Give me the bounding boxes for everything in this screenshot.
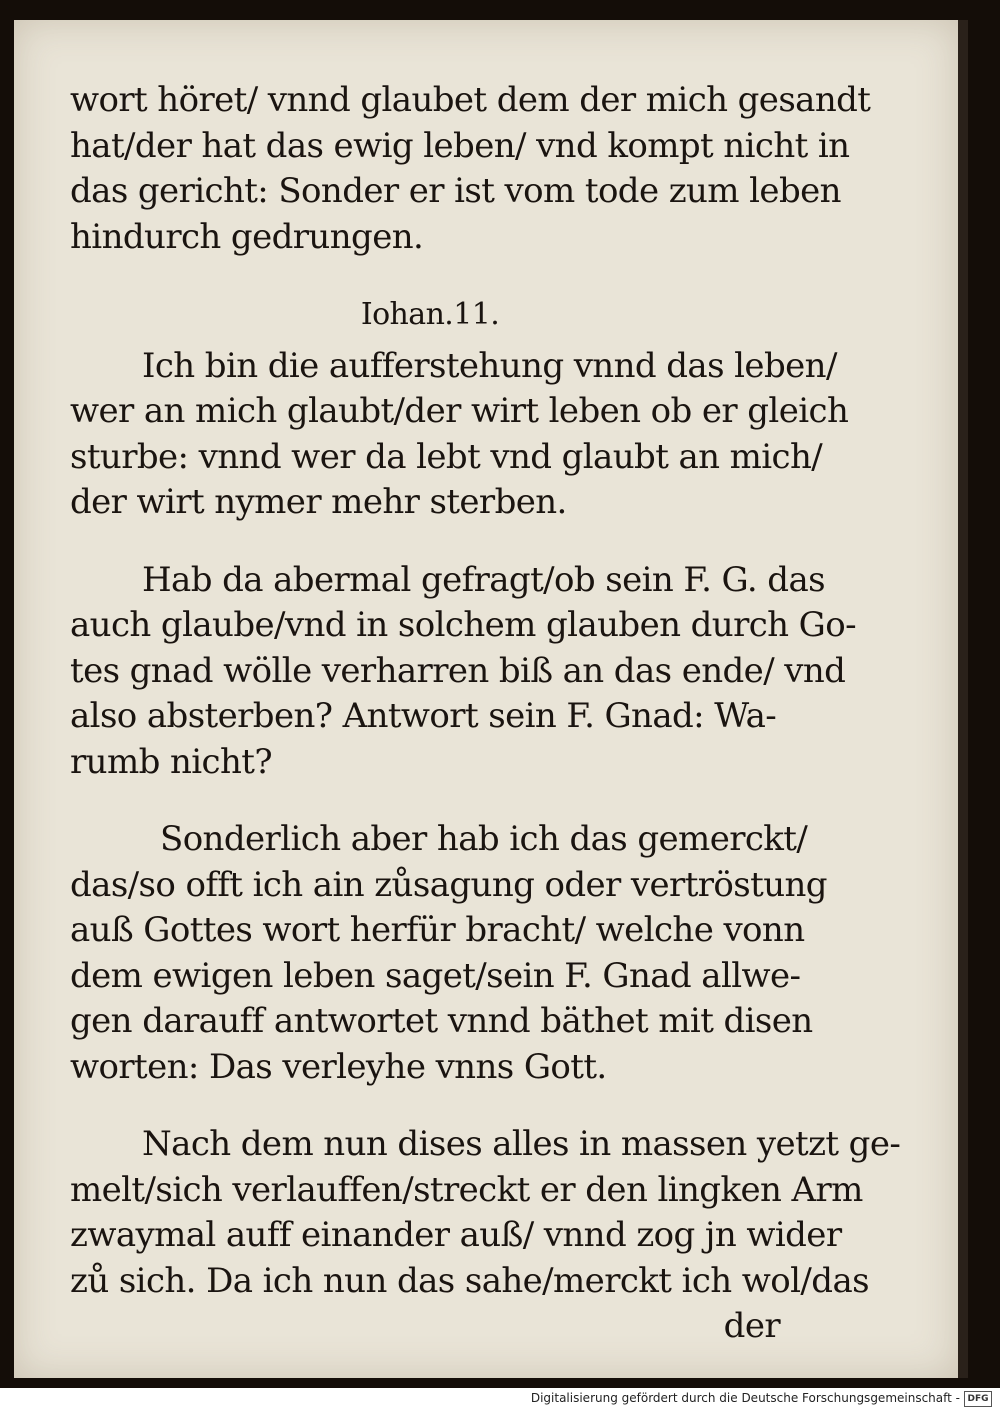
funding-credit: Digitalisierung gefördert durch die Deutsche Forschungsgemeinschaft - xyxy=(530,1391,960,1405)
text-line: Nach dem nun dises alles in massen yetzt ge- xyxy=(142,1124,901,1164)
paragraph-2 xyxy=(70,344,849,526)
text-line: tes gnad wölle verharren biß an das ende/ vnd xyxy=(70,650,846,691)
text-line: auß Gottes wort herfür bracht/ welche vonn xyxy=(70,910,805,950)
text-line: sturbe: vnnd wer da lebt vnd glaubt an mich/ xyxy=(70,436,823,477)
catchword: der xyxy=(723,1306,780,1346)
text-line: dem ewigen leben saget/sein F. Gnad allwe- xyxy=(70,955,801,996)
text-line: gen darauff antwortet vnnd bäthet mit disen xyxy=(70,1001,813,1041)
paragraph-3 xyxy=(70,558,856,786)
text-line: das gericht: Sonder er ist vom tode zum leben xyxy=(70,171,841,211)
text-line: Hab da abermal gefragt/ob sein F. G. das xyxy=(142,559,825,600)
paragraph-1 xyxy=(70,78,871,260)
text-line: zwaymal auff einander auß/ vnnd zog jn wider xyxy=(70,1215,842,1255)
text-line: rumb nicht? xyxy=(70,741,272,782)
text-line: auch glaube/vnd in solchem glauben durch Go- xyxy=(70,605,856,645)
text-line: Sonderlich aber hab ich das gemerckt/ xyxy=(160,819,808,859)
page-edge xyxy=(958,20,968,1378)
text-line: melt/sich verlauffen/streckt er den lingken Arm xyxy=(70,1169,863,1210)
paragraph-5 xyxy=(70,1122,901,1350)
text-line: Ich bin die aufferstehung vnnd das leben/ xyxy=(142,345,837,386)
dfg-logo[interactable]: DFG xyxy=(964,1391,992,1407)
text-line: das/so offt ich ain zůsagung oder vertröstung xyxy=(70,864,827,905)
text-line: hat/der hat das ewig leben/ vnd kompt nicht in xyxy=(70,125,850,166)
page-text xyxy=(70,78,901,1350)
text-line: worten: Das verleyhe vnns Gott. xyxy=(70,1046,607,1087)
paragraph-4 xyxy=(70,817,827,1090)
footer-bar xyxy=(0,1388,1000,1410)
text-line: der wirt nymer mehr sterben. xyxy=(70,482,567,522)
text-line: also absterben? Antwort sein F. Gnad: Wa- xyxy=(70,696,777,736)
text-line: zů sich. Da ich nun das sahe/merckt ich wol/das xyxy=(70,1260,869,1301)
scripture-reference: Iohan.11. xyxy=(360,297,500,332)
text-line: wort höret/ vnnd glaubet dem der mich gesandt xyxy=(70,80,871,120)
text-line: hindurch gedrungen. xyxy=(70,216,424,257)
text-line: wer an mich glaubt/der wirt leben ob er gleich xyxy=(70,391,849,431)
